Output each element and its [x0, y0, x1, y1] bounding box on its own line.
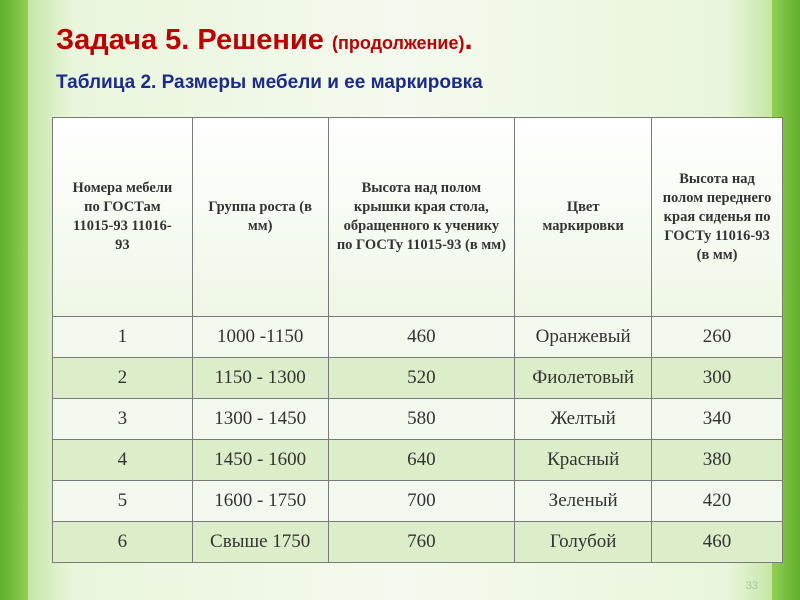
cell-seat-height: 300: [652, 358, 783, 399]
title-dot: .: [464, 24, 473, 56]
column-header: Номера мебели по ГОСТам 11015-93 11016-93: [53, 118, 193, 317]
table-row: [53, 522, 783, 563]
column-header: Высота над полом переднего края сиденья по ГОСТу 11016-93 (в мм): [652, 118, 783, 317]
table-row: [53, 481, 783, 522]
cell-desk-height: 580: [328, 399, 515, 440]
cell-seat-height: 260: [652, 317, 783, 358]
page-title: [56, 24, 473, 57]
cell-number: 4: [53, 440, 193, 481]
title-note: (продолжение): [331, 33, 465, 53]
cell-height-group: 1600 - 1750: [192, 481, 328, 522]
column-header: Группа роста (в мм): [192, 118, 328, 317]
cell-desk-height: 700: [328, 481, 515, 522]
slide: [28, 0, 772, 600]
page-number: 33: [745, 580, 758, 592]
cell-height-group: Свыше 1750: [192, 522, 328, 563]
cell-marking-color: Желтый: [515, 399, 652, 440]
table-header-row: [53, 118, 783, 317]
column-header: Высота над полом крышки края стола, обращенного к ученику по ГОСТу 11015-93 (в мм): [328, 118, 515, 317]
furniture-size-table: [52, 117, 783, 563]
cell-height-group: 1000 -1150: [192, 317, 328, 358]
cell-desk-height: 460: [328, 317, 515, 358]
cell-number: 1: [53, 317, 193, 358]
cell-marking-color: Красный: [515, 440, 652, 481]
cell-number: 6: [53, 522, 193, 563]
cell-desk-height: 640: [328, 440, 515, 481]
cell-seat-height: 460: [652, 522, 783, 563]
column-header: Цвет маркировки: [515, 118, 652, 317]
cell-marking-color: Зеленый: [515, 481, 652, 522]
cell-number: 3: [53, 399, 193, 440]
table-row: [53, 440, 783, 481]
table-row: [53, 358, 783, 399]
cell-seat-height: 420: [652, 481, 783, 522]
cell-height-group: 1450 - 1600: [192, 440, 328, 481]
cell-height-group: 1150 - 1300: [192, 358, 328, 399]
table-row: [53, 317, 783, 358]
cell-marking-color: Фиолетовый: [515, 358, 652, 399]
cell-seat-height: 380: [652, 440, 783, 481]
cell-marking-color: Оранжевый: [515, 317, 652, 358]
title-text: Задача 5. Решение: [56, 24, 324, 56]
cell-seat-height: 340: [652, 399, 783, 440]
table-caption: Таблица 2. Размеры мебели и ее маркировка: [56, 72, 483, 93]
cell-number: 2: [53, 358, 193, 399]
left-green-border: [0, 0, 28, 600]
table-row: [53, 399, 783, 440]
cell-desk-height: 520: [328, 358, 515, 399]
cell-marking-color: Голубой: [515, 522, 652, 563]
cell-desk-height: 760: [328, 522, 515, 563]
cell-number: 5: [53, 481, 193, 522]
cell-height-group: 1300 - 1450: [192, 399, 328, 440]
